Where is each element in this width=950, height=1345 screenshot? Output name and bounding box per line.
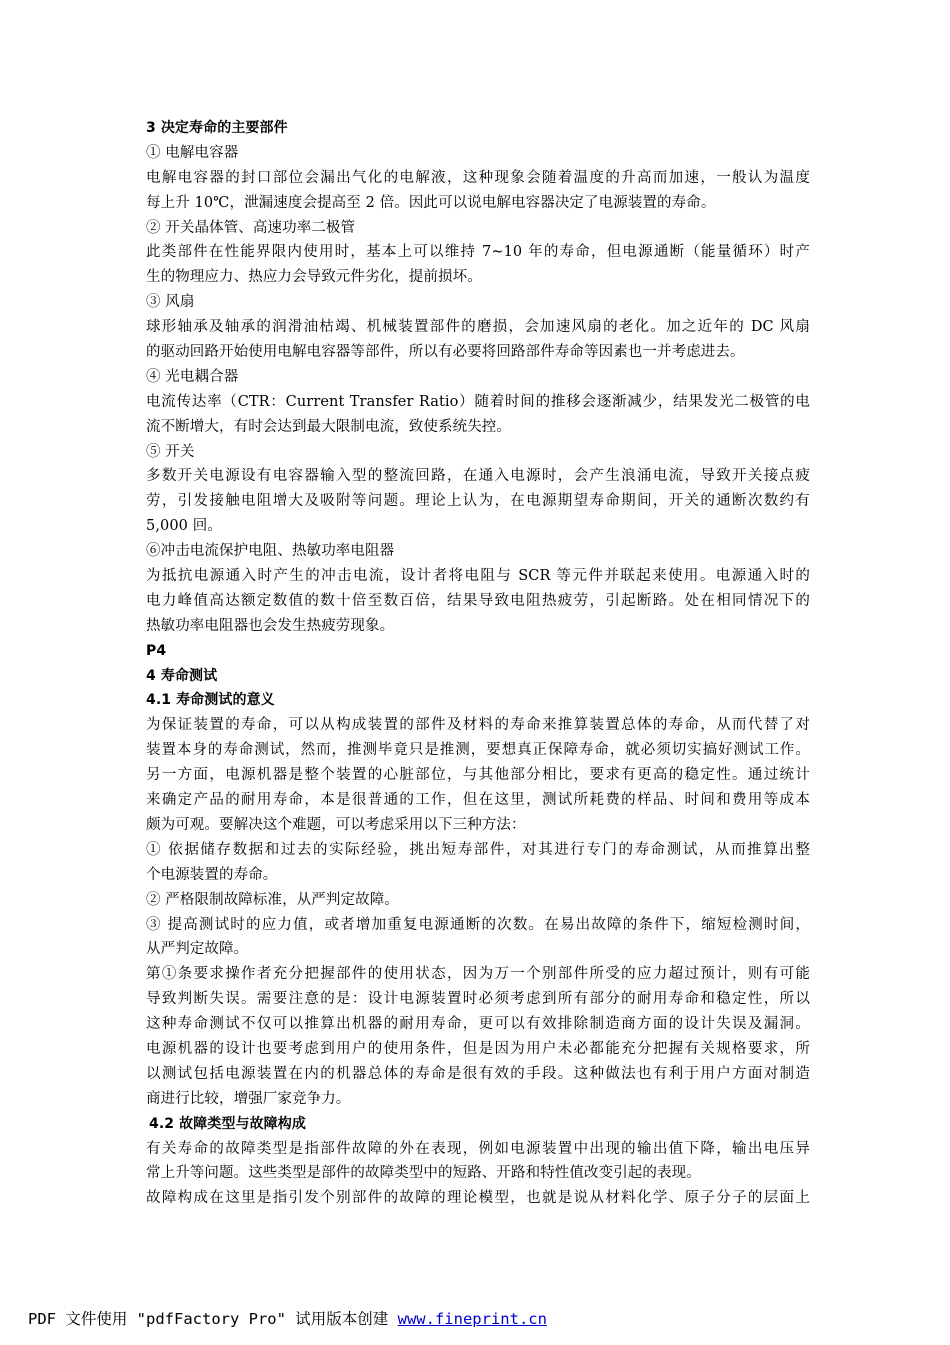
text-line: 第①条要求操作者充分把握部件的使用状态，因为万一个别部件所受的应力超过预计，则有可能 (146, 966, 810, 983)
section-heading: 4 寿命测试 (146, 667, 218, 684)
text-line: 商进行比较，增强厂家竞争力。 (146, 1090, 351, 1107)
pdf-footer (28, 1306, 547, 1332)
text-line: 颇为可观。要解决这个难题，可以考虑采用以下三种方法： (146, 816, 526, 833)
text-line: 从严判定故障。 (146, 941, 249, 958)
text-line: 为抵抗电源通入时产生的冲击电流，设计者将电阻与 SCR 等元件并联起来使用。电源通入时的 (146, 568, 810, 585)
text-line: ④ 光电耦合器 (146, 368, 239, 385)
text-line: 的驱动回路开始使用电解电容器等部件，所以有必要将回路部件寿命等因素也一并考虑进去。 (146, 344, 745, 361)
text-line: ① 依据储存数据和过去的实际经验，挑出短寿部件，对其进行专门的寿命测试，从而推算出整 (146, 841, 810, 858)
text-line: 来确定产品的耐用寿命，本是很普通的工作，但在这里，测试所耗费的样品、时间和费用等成本 (146, 792, 810, 809)
text-line: 电解电容器的封口部位会漏出气化的电解液，这种现象会随着温度的升高而加速，一般认为温度 (146, 169, 810, 186)
text-line: 为保证装置的寿命，可以从构成装置的部件及材料的寿命来推算装置总体的寿命，从而代替了对 (146, 717, 810, 734)
text-line: ① 电解电容器 (146, 144, 239, 161)
text-line: 生的物理应力、热应力会导致元件劣化，提前损坏。 (146, 269, 482, 286)
section-heading: 4.2 故障类型与故障构成 (149, 1115, 306, 1132)
text-line: ⑥冲击电流保护电阻、热敏功率电阻器 (146, 543, 395, 560)
text-line: 多数开关电源设有电容器输入型的整流回路，在通入电源时，会产生浪涌电流，导致开关接点疲 (146, 468, 810, 485)
text-line: 5,000 回。 (146, 518, 222, 535)
footer-link[interactable]: www.fineprint.cn (397, 1310, 547, 1328)
text-line: 此类部件在性能界限内使用时，基本上可以维持 7~10 年的寿命，但电源通断（能量循环）时产 (146, 244, 810, 261)
text-line: 以测试包括电源装置在内的机器总体的寿命是很有效的手段。这种做法也有利于用户方面对制造 (146, 1065, 810, 1082)
text-line: 故障构成在这里是指引发个别部件的故障的理论模型，也就是说从材料化学、原子分子的层面上 (146, 1190, 810, 1207)
text-line: 球形轴承及轴承的润滑油枯竭、机械装置部件的磨损，会加速风扇的老化。加之近年的 DC 风扇 (146, 319, 810, 336)
section-heading: 3 决定寿命的主要部件 (146, 120, 288, 136)
text-line: 电源机器的设计也要考虑到用户的使用条件，但是因为用户未必都能充分把握有关规格要求，所 (146, 1040, 810, 1057)
section-heading: P4 (146, 642, 167, 659)
text-line: ③ 风扇 (146, 294, 195, 311)
text-line: 个电源装置的寿命。 (146, 866, 278, 883)
text-line: 每上升 10℃，泄漏速度会提高至 2 倍。因此可以说电解电容器决定了电源装置的寿命。 (146, 194, 716, 211)
text-line: ② 严格限制故障标准，从严判定故障。 (146, 891, 399, 908)
text-line: 装置本身的寿命测试，然而，推测毕竟只是推测，要想真正保障寿命，就必须切实搞好测试工作。 (146, 742, 810, 759)
text-line: 有关寿命的故障类型是指部件故障的外在表现，例如电源装置中出现的输出值下降，输出电压异 (146, 1140, 810, 1157)
text-line: 流不断增大，有时会达到最大限制电流，致使系统失控。 (146, 418, 511, 435)
text-line: 另一方面，电源机器是整个装置的心脏部位，与其他部分相比，要求有更高的稳定性。通过统计 (146, 767, 810, 784)
text-line: 这种寿命测试不仅可以推算出机器的耐用寿命，更可以有效排除制造商方面的设计失误及漏洞。 (146, 1016, 810, 1033)
text-line: 导致判断失误。需要注意的是：设计电源装置时必须考虑到所有部分的耐用寿命和稳定性，所以 (146, 991, 810, 1008)
text-line: 劳，引发接触电阻增大及吸附等问题。理论上认为，在电源期望寿命期间，开关的通断次数约有 (146, 493, 810, 510)
text-line: ② 开关晶体管、高速功率二极管 (146, 219, 356, 236)
text-line: 常上升等问题。这些类型是部件的故障类型中的短路、开路和特性值改变引起的表现。 (146, 1165, 701, 1182)
text-line: 热敏功率电阻器也会发生热疲劳现象。 (146, 617, 395, 634)
footer-text: PDF 文件使用 "pdfFactory Pro" 试用版本创建 (28, 1310, 398, 1328)
document-body (146, 116, 810, 1211)
text-line: ⑤ 开关 (146, 443, 195, 460)
text-line: 电流传达率（CTR：Current Transfer Ratio）随着时间的推移会逐渐减少，结果发光二极管的电 (146, 393, 810, 410)
text-line: ③ 提高测试时的应力值，或者增加重复电源通断的次数。在易出故障的条件下，缩短检测时间， (146, 916, 810, 933)
text-line: 电力峰值高达额定数值的数十倍至数百倍，结果导致电阻热疲劳，引起断路。处在相同情况下的 (146, 592, 810, 609)
section-heading: 4.1 寿命测试的意义 (146, 692, 275, 709)
